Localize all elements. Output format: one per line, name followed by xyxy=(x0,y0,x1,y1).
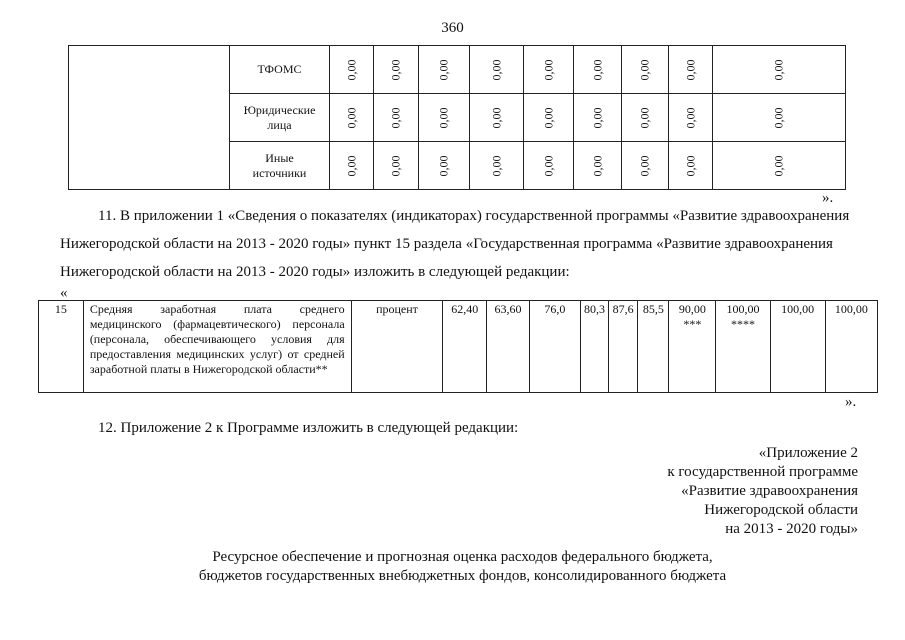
appendix-header-line: к государственной программе xyxy=(667,464,858,480)
value-cell: 0,00 xyxy=(669,94,713,142)
appendix-header-line: на 2013 - 2020 годы» xyxy=(725,521,858,537)
appendix-header xyxy=(667,444,858,539)
value-cell: 0,00 xyxy=(330,94,374,142)
source-label: Юридические лица xyxy=(230,94,330,142)
table-closing-quote: ». xyxy=(822,190,834,206)
value-cell: 0,00 xyxy=(622,142,669,190)
value-cell: 0,00 xyxy=(669,142,713,190)
value-cell: 0,00 xyxy=(622,94,669,142)
indicator-value: 100,00 xyxy=(825,301,877,393)
section-title-line: Ресурсное обеспечение и прогнозная оценка расходов федерального бюджета, xyxy=(212,549,713,565)
indicator-table xyxy=(38,300,878,393)
footnote-mark: *** xyxy=(683,317,702,331)
paragraph-11-line: 11. В приложении 1 «Сведения о показателях (индикаторах) государственной программы «Развитие здравоохранения xyxy=(98,208,850,224)
value-cell: 0,00 xyxy=(524,94,574,142)
indicator-description: Средняя заработная плата среднего медицинского (фармацевтического) персонала (персонала, обеспечивающего условия для предоставления медицинских услуг) от средней заработной платы в Нижегородской области** xyxy=(83,301,351,393)
section-title-line: бюджетов государственных внебюджетных фондов, консолидированного бюджета xyxy=(198,568,727,584)
indicator-value: 80,3 xyxy=(580,301,608,393)
paragraph-11-line: Нижегородской области на 2013 - 2020 годы» изложить в следующей редакции: xyxy=(60,264,570,280)
value-cell: 0,00 xyxy=(470,46,524,94)
row-number: 15 xyxy=(39,301,84,393)
funding-row-tfoms xyxy=(69,46,846,94)
value-cell: 0,00 xyxy=(330,142,374,190)
indicator-value: 90,00 *** xyxy=(669,301,716,393)
value-cell: 0,00 xyxy=(574,46,622,94)
appendix-header-line: «Приложение 2 xyxy=(758,445,858,461)
indicator-value: 85,5 xyxy=(638,301,669,393)
footnote-mark: **** xyxy=(730,317,755,331)
indicator-value: 100,00 xyxy=(770,301,825,393)
value-cell: 0,00 xyxy=(419,94,470,142)
indicator-value: 87,6 xyxy=(609,301,638,393)
empty-cell xyxy=(69,46,230,190)
value-cell: 0,00 xyxy=(669,46,713,94)
paragraph-12: 12. Приложение 2 к Программе изложить в следующей редакции: xyxy=(98,420,519,436)
value-cell: 0,00 xyxy=(574,142,622,190)
paragraph-11 xyxy=(0,202,905,286)
value-cell: 0,00 xyxy=(419,46,470,94)
value-cell: 0,00 xyxy=(419,142,470,190)
value-cell: 0,00 xyxy=(713,46,846,94)
open-quote: « xyxy=(60,285,68,301)
indicator-value: 76,0 xyxy=(529,301,580,393)
value-cell: 0,00 xyxy=(330,46,374,94)
funding-table xyxy=(68,45,846,190)
value-cell: 0,00 xyxy=(622,46,669,94)
indicator-unit: процент xyxy=(351,301,443,393)
page-number: 360 xyxy=(441,20,464,36)
appendix-header-line: Нижегородской области xyxy=(704,502,858,518)
indicator-value: 100,00 **** xyxy=(716,301,770,393)
value-cell: 0,00 xyxy=(470,142,524,190)
value-cell: 0,00 xyxy=(374,46,419,94)
value-cell: 0,00 xyxy=(374,94,419,142)
source-label: Иные источники xyxy=(230,142,330,190)
value-cell: 0,00 xyxy=(574,94,622,142)
indicator-value: 62,40 xyxy=(443,301,487,393)
value-cell: 0,00 xyxy=(374,142,419,190)
value-cell: 0,00 xyxy=(524,142,574,190)
value-cell: 0,00 xyxy=(524,46,574,94)
indicator-row xyxy=(39,301,878,393)
value-cell: 0,00 xyxy=(470,94,524,142)
appendix-header-line: «Развитие здравоохранения xyxy=(681,483,858,499)
indicator-value: 63,60 xyxy=(487,301,530,393)
value-cell: 0,00 xyxy=(713,142,846,190)
indicator-closing-quote: ». xyxy=(845,394,857,410)
source-label: ТФОМС xyxy=(230,46,330,94)
section-title xyxy=(0,548,905,586)
paragraph-11-line: Нижегородской области на 2013 - 2020 годы» пункт 15 раздела «Государственная программа «Развитие здравоохранения xyxy=(60,236,833,252)
value-cell: 0,00 xyxy=(713,94,846,142)
